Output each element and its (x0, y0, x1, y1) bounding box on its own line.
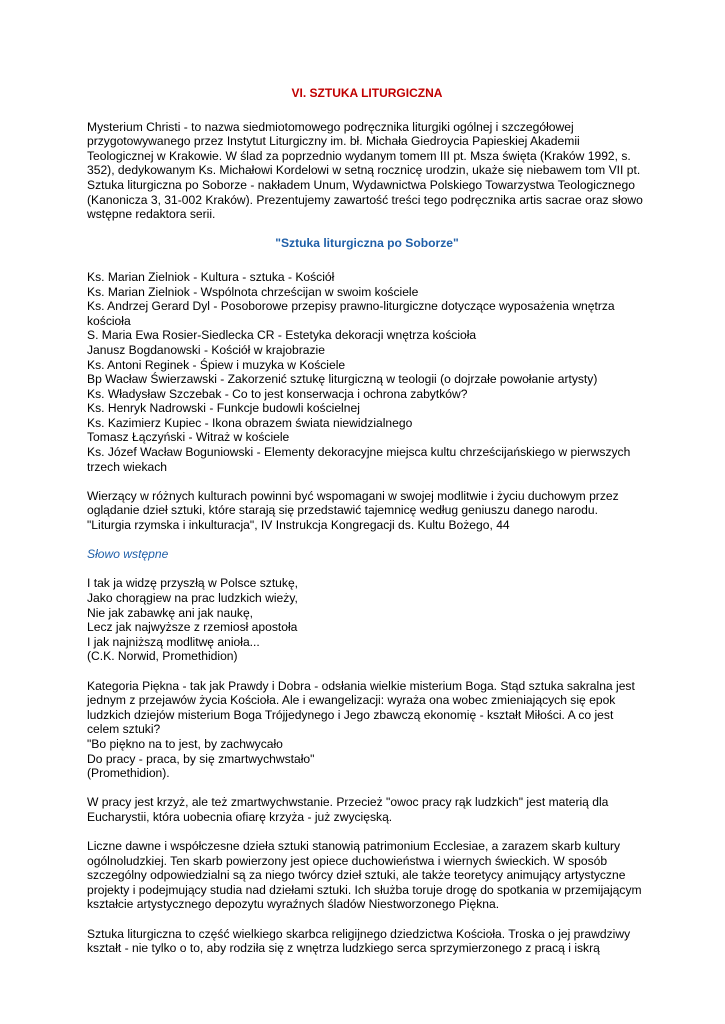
document-page (87, 86, 647, 970)
list-item: Janusz Bogdanowski - Kościół w krajobrazie (87, 342, 325, 357)
list-item: Ks. Henryk Nadrowski - Funkcje budowli kościelnej (87, 401, 360, 416)
poem (87, 576, 647, 664)
list-item: Ks. Józef Wacław Boguniowski - Elementy dekoracyjne miejsca kultu chrześcijańskiego w pierwszych trzech wiekach (87, 445, 631, 474)
paragraph-1 (87, 679, 647, 781)
list-item: Ks. Andrzej Gerard Dyl - Posoborowe przepisy prawno-liturgiczne dotyczące wyposażenia wnętrza kościoła (87, 299, 615, 328)
quote-line: Do pracy - praca, by się zmartwychwstało" (87, 751, 315, 766)
paragraph-3: Liczne dawne i współczesne dzieła sztuki stanowią patrimonium Ecclesiae, a zarazem skarb kultury ogólnoludzkiej. Ten skarb powierzony jest opiece duchowieństwa i wiernych świeckich. W sposób szczególny odpowiedzialni są za niego twórcy dzieł sztuki, ale także teoretycy animujący artystyczne projekty i podejmujący studia nad dziełami sztuki. Ich służba toruje drogę do spotkania w przemijającym kształcie artystycznego depozytu wyraźnych śladów Niestworzonego Piękna. (87, 839, 642, 912)
instruction-quote (87, 489, 647, 533)
paragraph-2: W pracy jest krzyż, ale też zmartwychwstanie. Przecież "owoc pracy rąk ludzkich" jest materią dla Eucharystii, która uobecnia ofiarę krzyża - już zwycięską. (87, 795, 609, 824)
contents-list (87, 270, 647, 474)
intro-paragraph: Mysterium Christi - to nazwa siedmiotomowego podręcznika liturgiki ogólnej i szczegółowej przygotowywanego przez Instytut Liturgiczny im. bł. Michała Giedroycia Papieskiej Akademii Teologicznej w Krakowie. W ślad za poprzednio wydanym tomem III pt. Msza święta (Kraków 1992, s. 352), dedykowanym Ks. Michałowi Kordelowi w setną rocznicę urodzin, ukaże się niebawem tom VII pt. Sztuka liturgiczna po Soborze - nakładem Unum, Wydawnictwa Polskiego Towarzystwa Teologicznego (Kanonicza 3, 31-002 Kraków). Prezentujemy zawartość treści tego podręcznika artis sacrae oraz słowo wstępne redaktora serii. (87, 119, 643, 222)
list-item: Bp Wacław Świerzawski - Zakorzenić sztukę liturgiczną w teologii (o dojrzałe powołanie artysty) (87, 372, 598, 387)
poem-attribution: (C.K. Norwid, Promethidion) (87, 649, 238, 664)
poem-line: I tak ja widzę przyszłą w Polsce sztukę, (87, 576, 299, 591)
poem-line: Jako chorągiew na prac ludzkich wieży, (87, 591, 298, 605)
list-item: Ks. Marian Zielniok - Wspólnota chrześcijan w swoim kościele (87, 284, 419, 299)
poem-line: Nie jak zabawkę ani jak naukę, (87, 605, 254, 620)
list-item: Ks. Marian Zielniok - Kultura - sztuka - Kościół (87, 269, 335, 284)
quote-text: Wierzący w różnych kulturach powinni być wspomagani w swojej modlitwie i życiu duchowym przez oglądanie dzieł sztuki, które starają się przedstawić tajemnicę według geniuszu danego narodu. (87, 488, 619, 518)
book-subtitle: "Sztuka liturgiczna po Soborze" (275, 236, 459, 251)
paragraph-4: Sztuka liturgiczna to część wielkiego skarbca religijnego dziedzictwa Kościoła. Troska o jej prawdziwy kształt - nie tylko o to, aby rodziła się z wnętrza ludzkiego serca sprzymierzonego z pracą i iskrą (87, 926, 631, 956)
list-item: Ks. Antoni Reginek - Śpiew i muzyka w Kościele (87, 357, 346, 372)
paragraph-1-text: Kategoria Piękna - tak jak Prawdy i Dobra - odsłania wielkie misterium Boga. Stąd sztuka sakralna jest jednym z przejawów życia Kościoła. Ale i ewangelizacji: wyraża ona wobec zmieniających się epok ludzkich dziejów misterium Boga Trójjedynego i Jego zbawczą ekonomię - kształt Miłości. A co jest celem sztuki? (87, 678, 635, 737)
quote-line: "Bo piękno na to jest, by zachwycało (87, 736, 283, 751)
quote-source: "Liturgia rzymska i inkulturacja", IV Instrukcja Kongregacji ds. Kultu Bożego, 44 (87, 518, 510, 533)
poem-line: I jak najniższą modlitwę anioła... (87, 634, 260, 649)
foreword-heading: Słowo wstępne (87, 547, 169, 562)
quote-attribution: (Promethidion). (87, 766, 170, 781)
list-item: Tomasz Łączyński - Witraż w kościele (87, 430, 290, 445)
poem-line: Lecz jak najwyższe z rzemiosł apostoła (87, 620, 298, 635)
list-item: Ks. Kazimierz Kupiec - Ikona obrazem świata niewidzialnego (87, 415, 413, 430)
list-item: Ks. Władysław Szczebak - Co to jest konserwacja i ochrona zabytków? (87, 386, 468, 401)
document-title: VI. SZTUKA LITURGICZNA (291, 86, 443, 100)
list-item: S. Maria Ewa Rosier-Siedlecka CR - Estetyka dekoracji wnętrza kościoła (87, 328, 477, 343)
